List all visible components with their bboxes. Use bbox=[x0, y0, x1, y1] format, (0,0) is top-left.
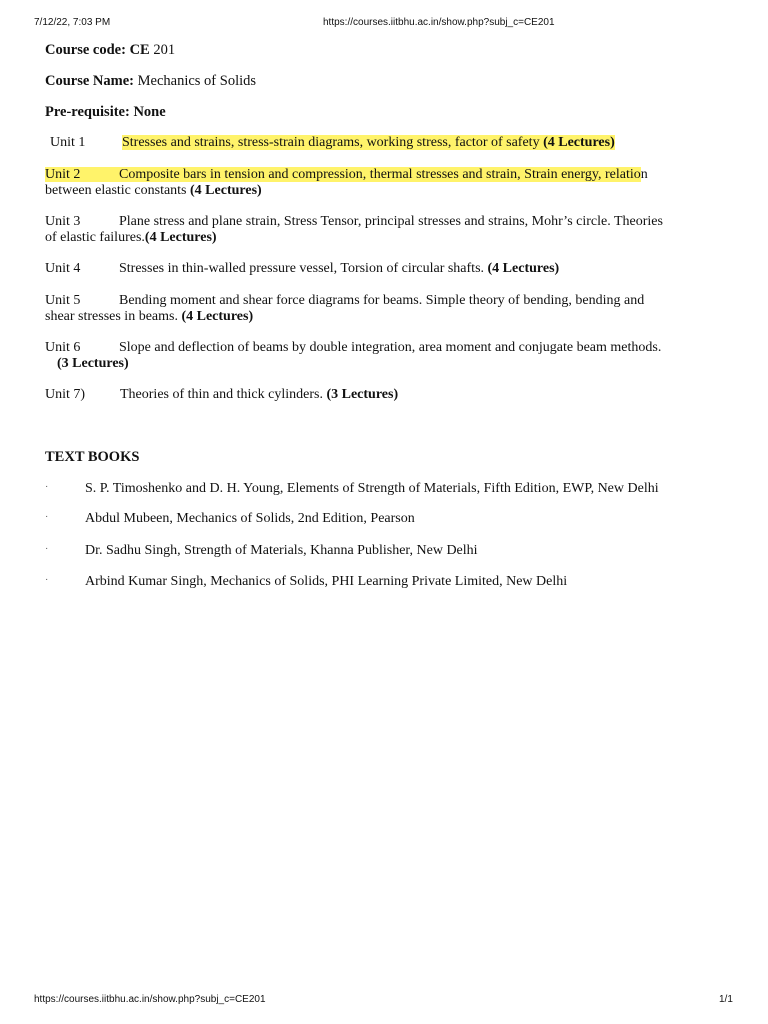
course-name-value: Mechanics of Solids bbox=[137, 73, 257, 89]
bullet-icon: · bbox=[45, 543, 49, 554]
unit-4 bbox=[45, 261, 559, 277]
course-name-line bbox=[45, 73, 256, 89]
prerequisite-line bbox=[45, 104, 166, 120]
unit-description: Plane stress and plane strain, Stress Tensor, principal stresses and strains, Mohr’s circle. Theories bbox=[119, 214, 663, 229]
unit-description-cont: between elastic constants bbox=[45, 183, 187, 198]
unit-lectures: (3 Lectures) bbox=[57, 356, 129, 371]
unit-label: Unit 1 bbox=[50, 135, 86, 150]
textbooks-heading: TEXT BOOKS bbox=[45, 449, 140, 465]
course-code-label: Course code: bbox=[45, 42, 126, 58]
unit-7 bbox=[45, 387, 398, 403]
unit-2-continued bbox=[45, 183, 262, 199]
unit-5-continued bbox=[45, 309, 253, 325]
course-name-label: Course Name: bbox=[45, 73, 134, 89]
unit-description: Slope and deflection of beams by double integration, area moment and conjugate beam methods. bbox=[119, 340, 662, 355]
unit-description-cont: of elastic failures. bbox=[45, 230, 145, 245]
bullet-icon: · bbox=[45, 511, 49, 522]
course-code-number: 201 bbox=[153, 42, 176, 58]
unit-description: Stresses in thin-walled pressure vessel, Torsion of circular shafts. bbox=[119, 261, 485, 276]
unit-6-continued bbox=[57, 356, 129, 372]
unit-label: Unit 7) bbox=[45, 387, 86, 402]
prerequisite-label: Pre-requisite: bbox=[45, 104, 130, 120]
course-code-prefix: CE bbox=[129, 42, 150, 58]
unit-label: Unit 4 bbox=[45, 261, 81, 276]
course-code-line bbox=[45, 42, 175, 58]
print-footer-url: https://courses.iitbhu.ac.in/show.php?subj_c=CE201 bbox=[34, 994, 266, 1005]
textbook-citation: S. P. Timoshenko and D. H. Young, Elements of Strength of Materials, Fifth Edition, EWP, New Delhi bbox=[85, 481, 659, 496]
unit-5 bbox=[45, 293, 644, 309]
unit-label: Unit 2 bbox=[45, 167, 81, 182]
page-number: 1/1 bbox=[719, 994, 733, 1005]
unit-6 bbox=[45, 340, 661, 356]
textbook-citation: Arbind Kumar Singh, Mechanics of Solids, PHI Learning Private Limited, New Delhi bbox=[85, 574, 568, 589]
unit-label: Unit 6 bbox=[45, 340, 81, 355]
unit-lectures: (4 Lectures) bbox=[181, 309, 254, 324]
unit-label: Unit 5 bbox=[45, 293, 81, 308]
unit-description: Theories of thin and thick cylinders. bbox=[120, 387, 323, 402]
unit-lectures: (4 Lectures) bbox=[190, 183, 262, 198]
bullet-icon: · bbox=[45, 481, 49, 492]
bullet-icon: · bbox=[45, 574, 49, 585]
unit-lectures: (4 Lectures) bbox=[144, 230, 217, 245]
unit-description-cont: shear stresses in beams. bbox=[45, 309, 178, 324]
unit-lectures: (3 Lectures) bbox=[326, 387, 399, 402]
unit-lectures: (4 Lectures) bbox=[487, 261, 560, 276]
textbook-citation: Abdul Mubeen, Mechanics of Solids, 2nd Edition, Pearson bbox=[85, 511, 415, 526]
unit-1 bbox=[50, 135, 615, 151]
unit-3-continued bbox=[45, 230, 217, 246]
unit-2 bbox=[45, 167, 648, 183]
unit-description: Composite bars in tension and compression, thermal stresses and strain, Strain energy, relatio bbox=[119, 167, 641, 182]
prerequisite-value: None bbox=[133, 104, 166, 120]
textbook-citation: Dr. Sadhu Singh, Strength of Materials, Khanna Publisher, New Delhi bbox=[85, 543, 478, 558]
unit-3 bbox=[45, 214, 663, 230]
print-timestamp: 7/12/22, 7:03 PM bbox=[34, 17, 111, 28]
unit-description-tail: n bbox=[640, 167, 648, 182]
unit-label: Unit 3 bbox=[45, 214, 81, 229]
unit-description: Bending moment and shear force diagrams for beams. Simple theory of bending, bending and bbox=[119, 293, 645, 308]
print-header-url: https://courses.iitbhu.ac.in/show.php?subj_c=CE201 bbox=[323, 17, 555, 28]
unit-lectures: (4 Lectures) bbox=[543, 135, 615, 150]
unit-description: Stresses and strains, stress-strain diagrams, working stress, factor of safety bbox=[122, 135, 540, 150]
